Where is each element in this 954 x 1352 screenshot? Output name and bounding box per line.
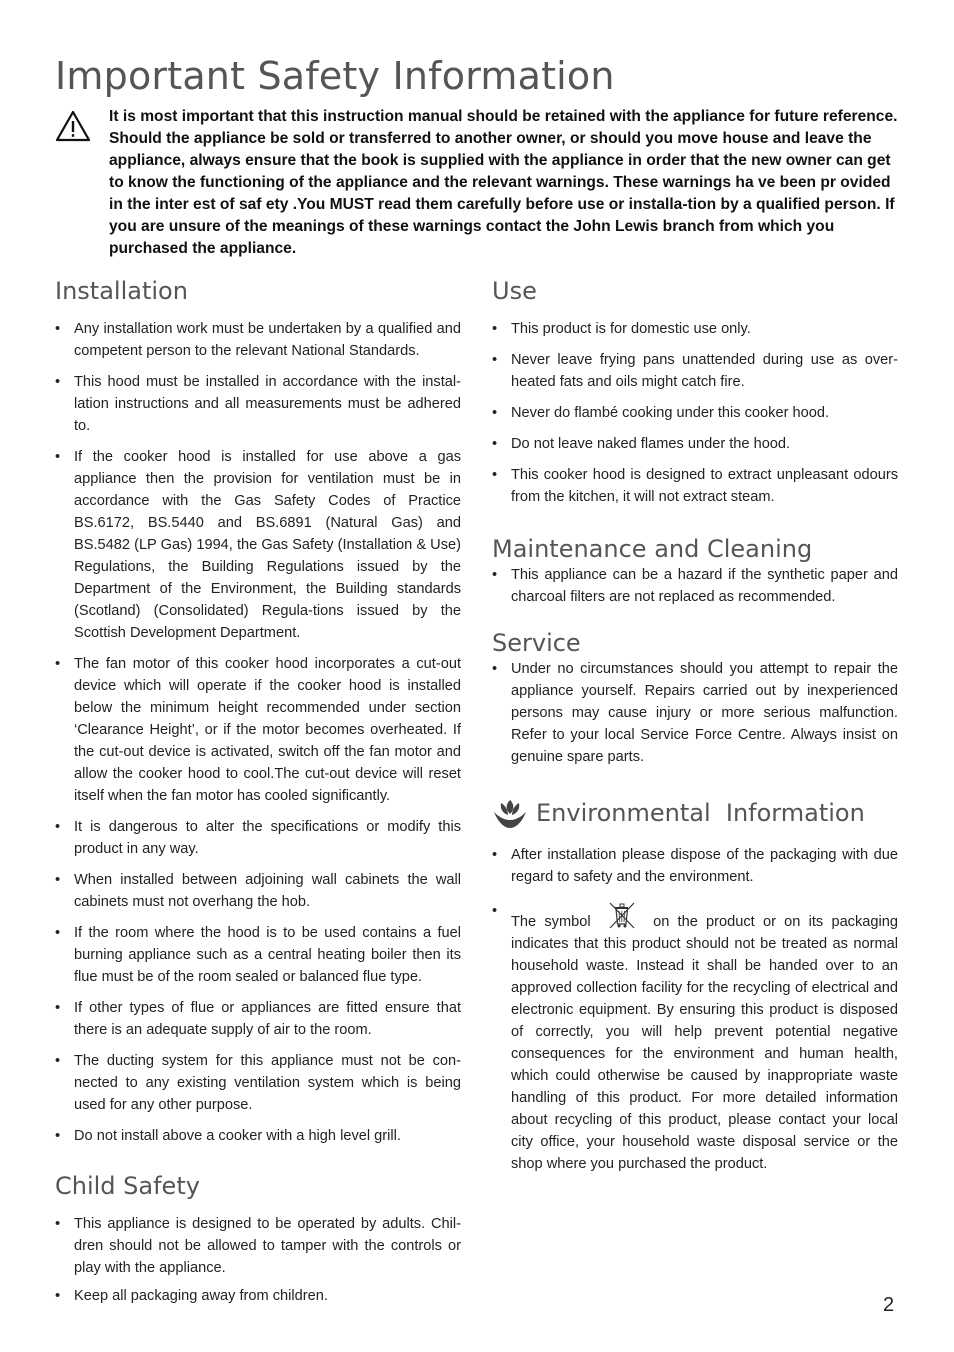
list-item: • This cooker hood is designed to extract unpleasant odours from the kitchen, it will not extract steam. [492,464,898,508]
service-list [492,658,898,768]
crossed-bin-icon [605,900,639,930]
service-heading: Service [492,629,581,657]
list-item: • If the room where the hood is to be used contains a fuel burning appliance such as a central heating boiler then its flue must be of the room sealed or balanced flue type. [55,922,461,988]
left-column [55,276,461,1307]
right-column [492,276,898,1175]
use-heading: Use [492,277,537,305]
installation-heading: Installation [55,277,188,305]
environment-heading: Environmental Information [536,799,865,827]
symbol-text-after: on the product or on its packaging indicates that this product should not be treated as normal household waste. Instead it shall be handed over to an approved collection facility for the recycling of electrical and electronic equipment. By ensuring this product is disposed of correctly, you will help prevent potential negative consequences for the environment and human health, which could otherwise be caused by inappropriate waste handling of this product. For more detailed information about recycling of this product, please contact your local city office, your household waste disposal service or the shop where you purchased the product. [511,914,898,1172]
list-item: • It is dangerous to alter the specifications or modify this product in any way. [55,816,461,860]
child-safety-list [55,1213,461,1307]
list-item: • The fan motor of this cooker hood incorporates a cut-out device which will operate if the cooker hood is installed below the minimum height recommended under section ‘Clearance Height’, or if the motor becomes overheated. If the cut-out device is activated, switch off the fan motor and allow the cooker hood to cool.The cut-out device will reset itself when the fan motor has cooled significantly. [55,653,461,807]
list-item: • Never do flambé cooking under this cooker hood. [492,402,898,424]
list-item: • This appliance can be a hazard if the synthetic paper and charcoal filters are not replaced as recommended. [492,564,898,608]
list-item: • If other types of flue or appliances are fitted ensure that there is an adequate supply of air to the room. [55,997,461,1041]
list-item: • If the cooker hood is installed for use above a gas appliance then the provision for ventilation must be in accordance with the Gas Safety Codes of Practice BS.6172, BS.5440 and BS.6891 (Natural Gas) and BS.5482 (LP Gas) 1994, the Gas Safety (Installation & Use) Regulations, the Building Regulations issued by the Department of the Environment, the Building standards (Scotland) (Consolidated) Regula-tions issued by the Scottish Development Department. [55,446,461,644]
list-item: • When installed between adjoining wall cabinets the wall cabinets must not overhang the hob. [55,869,461,913]
use-list [492,318,898,508]
installation-list [55,318,461,1147]
list-item: • After installation please dispose of the packaging with due regard to safety and the environment. [492,844,898,888]
list-item: • Never leave frying pans unattended during use as over-heated fats and oils might catch fire. [492,349,898,393]
warning-block [55,106,900,260]
list-item: • This appliance is designed to be operated by adults. Chil-dren should not be allowed to tamper with the controls or play with the appliance. [55,1213,461,1279]
warning-triangle-icon [55,110,91,142]
list-item: • Do not install above a cooker with a high level grill. [55,1125,461,1147]
environment-heading-row [492,796,898,830]
list-item: • The ducting system for this appliance must not be con-nected to any existing ventilation system which is being used for any other purpose. [55,1050,461,1116]
list-item: • Keep all packaging away from children. [55,1285,461,1307]
child-safety-heading: Child Safety [55,1172,200,1200]
maintenance-list [492,564,898,608]
environment-list [492,844,898,1175]
list-item: • Any installation work must be undertaken by a qualified and competent person to the relevant National Standards. [55,318,461,362]
symbol-text-before: The symbol [511,914,591,930]
list-item [492,900,898,1175]
warning-text: It is most important that this instruction manual should be retained with the appliance for future reference. Should the appliance be sold or transferred to another owner, or should you move house and leave the appliance, always ensure that the book is supplied with the appliance in order that the new owner can get to know the functioning of the appliance and the relevant warnings. These warnings ha ve been pr ovided in the inter est of saf ety .You MUST read them carefully before use or installa-tion by a qualified person. If you are unsure of the meanings of these warnings contact the John Lewis branch from which you purchased the appliance. [109,108,898,257]
flower-icon [492,796,528,830]
page-number: 2 [883,1294,895,1316]
list-item: • Under no circumstances should you attempt to repair the appliance yourself. Repairs carried out by inexperienced persons may cause injury or more serious malfunction. Refer to your local Service Force Centre. Always insist on genuine spare parts. [492,658,898,768]
list-item: • This product is for domestic use only. [492,318,898,340]
maintenance-heading: Maintenance and Cleaning [492,535,813,563]
list-item: • Do not leave naked flames under the hood. [492,433,898,455]
page-title: Important Safety Information [55,54,615,98]
list-item: • This hood must be installed in accordance with the instal-lation instructions and all measurements must be adhered to. [55,371,461,437]
